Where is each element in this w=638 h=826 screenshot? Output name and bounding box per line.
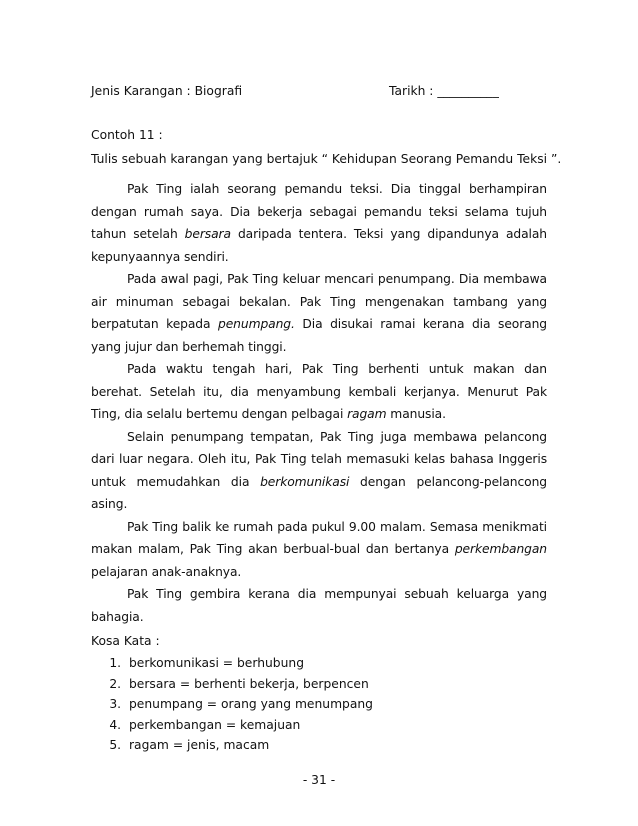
essay-paragraph-6: Pak Ting gembira kerana dia mempunyai sebuah keluarga yang bahagia.: [91, 587, 547, 624]
jenis-karangan: Jenis Karangan : Biografi: [91, 84, 243, 98]
essay-paragraph-5: Pak Ting balik ke rumah pada pukul 9.00 malam. Semasa menikmati makan malam, Pak Ting akan berbual-bual dan bertanya perkembangan pelajaran anak-anaknya.: [91, 519, 547, 579]
kosa-kata-item: 5. ragam = jenis, macam: [125, 735, 373, 756]
kosa-kata-title: Kosa Kata :: [91, 634, 160, 648]
kosa-kata-item: 1. berkomunikasi = berhubung: [125, 653, 373, 674]
instruction-text: Tulis sebuah karangan yang bertajuk “ Kehidupan Seorang Pemandu Teksi ”.: [91, 152, 562, 166]
kosa-kata-item: 4. perkembangan = kemajuan: [125, 715, 373, 736]
essay-paragraph-1: Pak Ting ialah seorang pemandu teksi. Dia tinggal berhampiran dengan rumah saya. Dia bekerja sebagai pemandu teksi selama tujuh tahun setelah bersara daripada tentera. Teksi yang dipandunya adalah kepunyaannya sendiri.: [91, 182, 547, 264]
essay-paragraph-3: Pada waktu tengah hari, Pak Ting berhenti untuk makan dan berehat. Setelah itu, dia menyambung kembali kerjanya. Menurut Pak Ting, dia selalu bertemu dengan pelbagai ragam manusia.: [91, 362, 547, 421]
page-number: - 31 -: [302, 773, 336, 787]
essay-body: [91, 178, 547, 628]
kosa-kata-item: 2. bersara = berhenti bekerja, berpencen: [125, 674, 373, 695]
kosa-kata-item: 3. penumpang = orang yang menumpang: [125, 694, 373, 715]
kosa-kata-list: [91, 653, 373, 756]
essay-paragraph-4: Selain penumpang tempatan, Pak Ting juga membawa pelancong dari luar negara. Oleh itu, Pak Ting telah memasuki kelas bahasa Inggeris untuk memudahkan dia berkomunikasi dengan pelancong-pelancong asing.: [91, 429, 547, 511]
contoh-label: Contoh 11 :: [91, 128, 163, 142]
tarikh-field: Tarikh : __________: [389, 84, 499, 98]
essay-paragraph-2: Pada awal pagi, Pak Ting keluar mencari penumpang. Dia membawa air minuman sebagai bekalan. Pak Ting mengenakan tambang yang berpatutan kepada penumpang. Dia disukai ramai kerana dia seorang yang jujur dan berhemah tinggi.: [91, 272, 547, 354]
